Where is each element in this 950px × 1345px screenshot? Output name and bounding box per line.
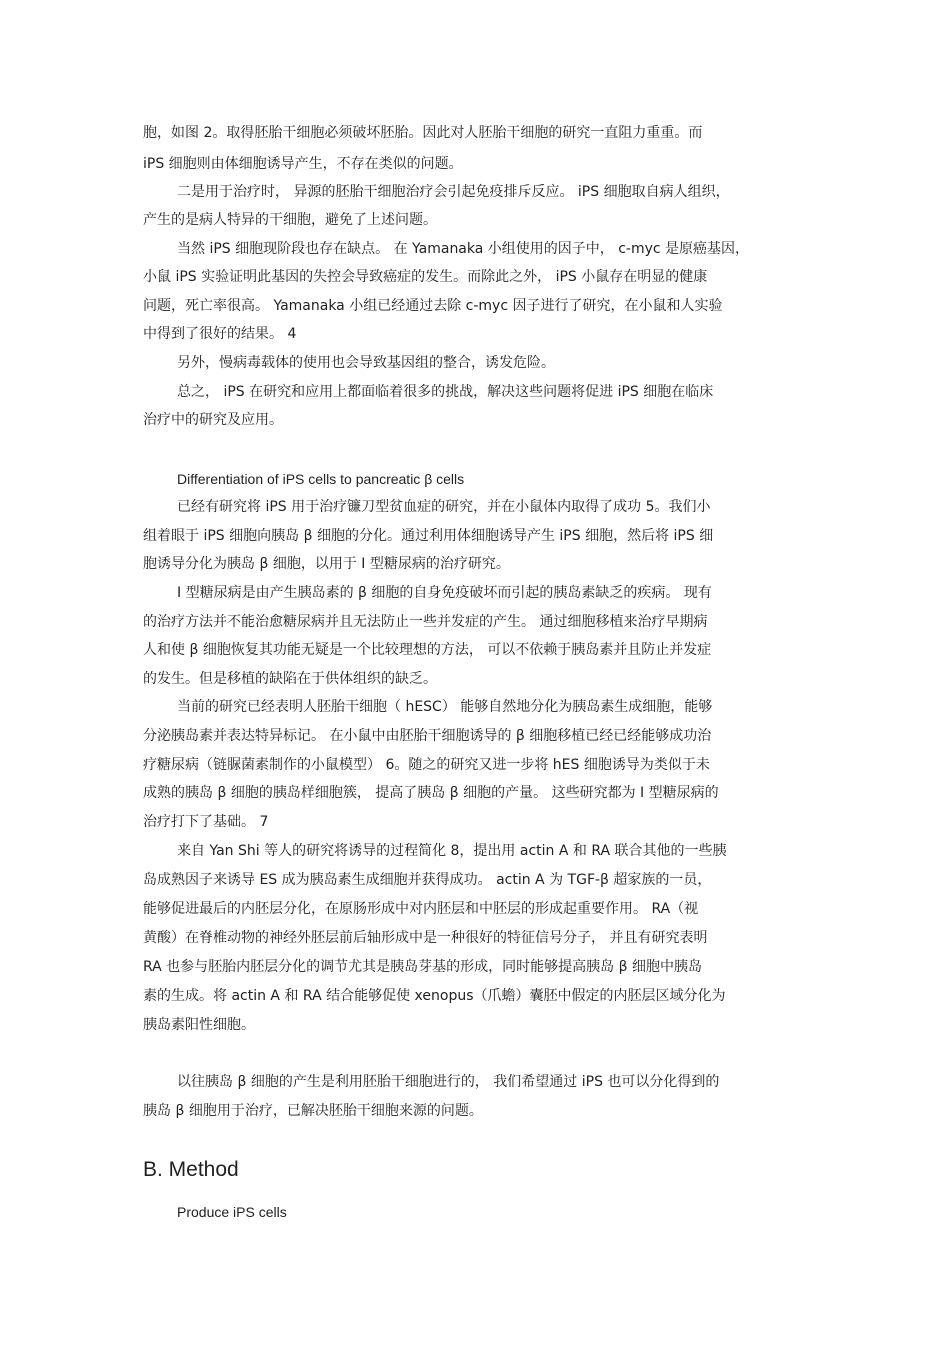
paragraph-line: 黄酸）在脊椎动物的神经外胚层前后轴形成中是一种很好的特征信号分子， 并且有研究表明 (143, 930, 708, 946)
paragraph-line: 小鼠 iPS 实验证明此基因的失控会导致癌症的发生。而除此之外， iPS 小鼠存在明显的健康 (143, 269, 708, 285)
paragraph-line: 来自 Yan Shi 等人的研究将诱导的过程简化 8，提出用 actin A 和 RA 联合其他的一些胰 (177, 843, 727, 859)
section-heading: B. Method (143, 1158, 239, 1181)
paragraph-line: 另外，慢病毒载体的使用也会导致基因组的整合，诱发危险。 (177, 355, 555, 371)
paragraph-line: RA 也参与胚胎内胚层分化的调节尤其是胰岛芽基的形成，同时能够提高胰岛 β 细胞中胰岛 (143, 959, 703, 975)
paragraph-line: 已经有研究将 iPS 用于治疗镰刀型贫血症的研究，并在小鼠体内取得了成功 5。我们小 (177, 499, 711, 515)
paragraph-line: 岛成熟因子来诱导 ES 成为胰岛素生成细胞并获得成功。 actin A 为 TGF-β 超家族的一员， (143, 872, 712, 888)
paragraph-line: 总之， iPS 在研究和应用上都面临着很多的挑战，解决这些问题将促进 iPS 细胞在临床 (177, 384, 714, 400)
paragraph-line: 的治疗方法并不能治愈糖尿病并且无法防止一些并发症的产生。 通过细胞移植来治疗早期病 (143, 614, 708, 630)
paragraph-line: 治疗打下了基础。 7 (143, 814, 269, 830)
paragraph-line: 问题，死亡率很高。 Yamanaka 小组已经通过去除 c-myc 因子进行了研究，在小鼠和人实验 (143, 298, 723, 314)
section-subheading: Differentiation of iPS cells to pancreatic β cells (177, 471, 465, 487)
paragraph-line: 当然 iPS 细胞现阶段也存在缺点。 在 Yamanaka 小组使用的因子中， c-myc 是原癌基因， (177, 241, 750, 257)
paragraph-line: 胰岛 β 细胞用于治疗，已解决胚胎干细胞来源的问题。 (143, 1103, 483, 1119)
paragraph-line: 素的生成。将 actin A 和 RA 结合能够促使 xenopus（爪蟾）囊胚中假定的内胚层区域分化为 (143, 988, 726, 1004)
paragraph-line: 治疗中的研究及应用。 (143, 412, 283, 428)
paragraph-line: 能够促进最后的内胚层分化，在原肠形成中对内胚层和中胚层的形成起重要作用。 RA（视 (143, 901, 699, 917)
paragraph-line: 疗糖尿病（链脲菌素制作的小鼠模型） 6。随之的研究又进一步将 hES 细胞诱导为类似于未 (143, 757, 710, 773)
paragraph-line: 人和使 β 细胞恢复其功能无疑是一个比较理想的方法， 可以不依赖于胰岛素并且防止并发症 (143, 642, 712, 658)
paragraph-line: 胞，如图 2。取得胚胎干细胞必须破坏胚胎。因此对人胚胎干细胞的研究一直阻力重重。而 (143, 125, 703, 141)
paragraph-line: 以往胰岛 β 细胞的产生是利用胚胎干细胞进行的， 我们希望通过 iPS 也可以分化得到的 (177, 1074, 720, 1090)
paragraph-line: 中得到了很好的结果。 4 (143, 326, 297, 342)
paragraph-line: 胞诱导分化为胰岛 β 细胞，以用于 I 型糖尿病的治疗研究。 (143, 556, 510, 572)
paragraph-line: 组着眼于 iPS 细胞向胰岛 β 细胞的分化。通过利用体细胞诱导产生 iPS 细胞，然后将 iPS 细 (143, 528, 714, 544)
paragraph-line: 胰岛素阳性细胞。 (143, 1017, 255, 1033)
paragraph-line: I 型糖尿病是由产生胰岛素的 β 细胞的自身免疫破坏而引起的胰岛素缺乏的疾病。 现有 (177, 585, 712, 601)
section-subheading: Produce iPS cells (177, 1204, 287, 1220)
paragraph-line: 分泌胰岛素并表达特异标记。 在小鼠中由胚胎干细胞诱导的 β 细胞移植已经已经能够成功治 (143, 728, 712, 744)
paragraph-line: iPS 细胞则由体细胞诱导产生，不存在类似的问题。 (143, 156, 463, 172)
paragraph-line: 的发生。但是移植的缺陷在于供体组织的缺乏。 (143, 671, 437, 687)
paragraph-line: 产生的是病人特异的干细胞，避免了上述问题。 (143, 212, 437, 228)
paragraph-line: 二是用于治疗时， 异源的胚胎干细胞治疗会引起免疫排斥反应。 iPS 细胞取自病人组织， (177, 184, 730, 200)
paragraph-line: 成熟的胰岛 β 细胞的胰岛样细胞簇， 提高了胰岛 β 细胞的产量。 这些研究都为 I 型糖尿病的 (143, 785, 719, 801)
paragraph-line: 当前的研究已经表明人胚胎干细胞（ hESC） 能够自然地分化为胰岛素生成细胞，能够 (177, 699, 713, 715)
